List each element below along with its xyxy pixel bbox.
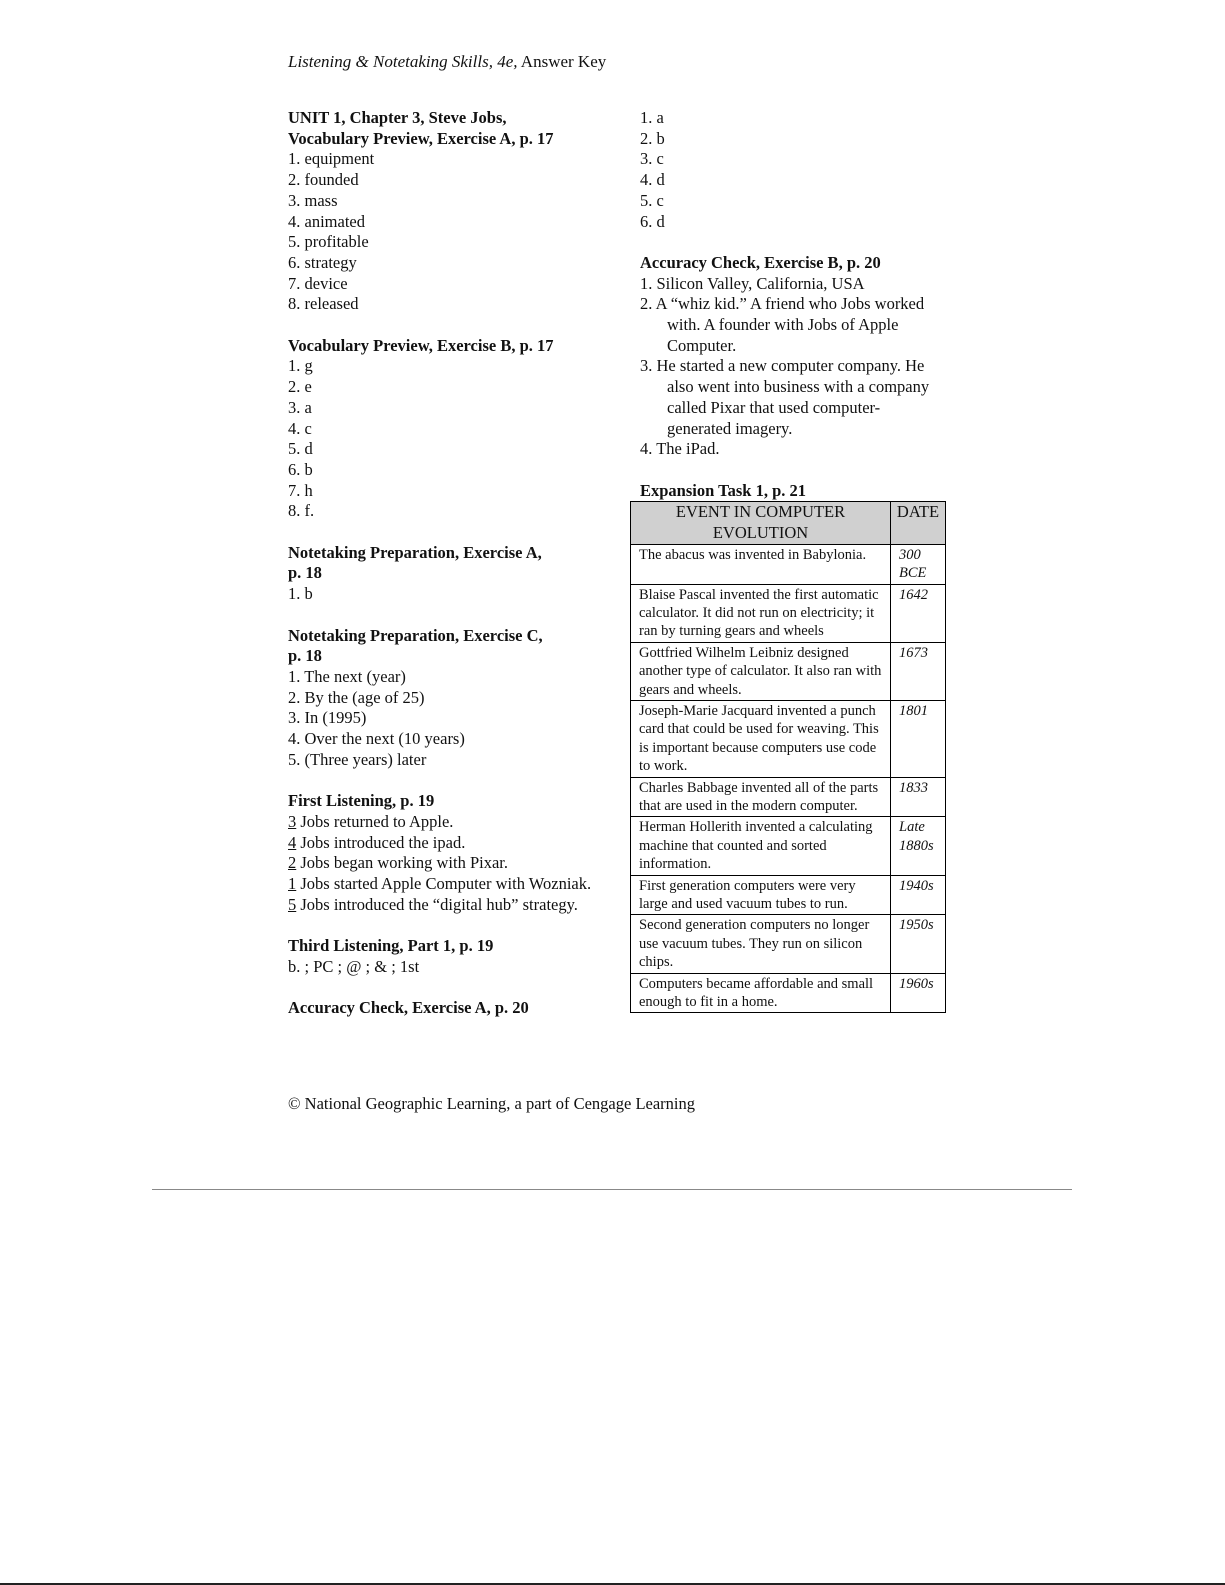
list-item: 2. b: [640, 128, 665, 148]
event-text: Jobs started Apple Computer with Wozniak.: [296, 873, 592, 893]
order-number: 3: [288, 811, 297, 831]
section-title: Vocabulary Preview, Exercise B, p. 17: [288, 335, 554, 355]
list-item: [288, 853, 618, 874]
section-title: UNIT 1, Chapter 3, Steve Jobs,: [288, 108, 507, 127]
date-cell: 1801: [891, 700, 946, 777]
event-text: Jobs returned to Apple.: [296, 811, 454, 831]
list-item: 4. animated: [288, 211, 365, 231]
list-item: 3. c: [640, 149, 664, 169]
list-item: 1. b: [288, 584, 313, 604]
section-title: Notetaking Preparation, Exercise A,: [288, 542, 542, 562]
answer-list: [640, 108, 940, 232]
answer-list: [640, 274, 940, 460]
list-item: 2. e: [288, 377, 312, 397]
list-item: 5. d: [288, 439, 313, 459]
table-header-event: EVENT IN COMPUTER EVOLUTION: [631, 502, 891, 544]
list-item: 3. mass: [288, 190, 338, 210]
event-cell: Charles Babbage invented all of the parts that are used in the modern computer.: [631, 777, 891, 817]
list-item: 2. founded: [288, 170, 359, 190]
event-cell: Gottfried Wilhelm Leibniz designed another type of calculator. It also ran with gears and wheels.: [631, 642, 891, 700]
list-item: [288, 895, 618, 916]
section-title: Expansion Task 1, p. 21: [640, 480, 807, 500]
list-item: 6. d: [640, 211, 665, 231]
event-cell: Herman Hollerith invented a calculating machine that counted and sorted information.: [631, 817, 891, 875]
ordering-list: [288, 812, 618, 916]
date-cell: 300 BCE: [891, 544, 946, 584]
answer-list: [288, 356, 618, 522]
list-item: 1. The next (year): [288, 666, 406, 686]
event-text: Jobs introduced the ipad.: [296, 832, 466, 852]
table-row: [631, 584, 946, 642]
list-item: [288, 812, 618, 833]
date-cell: 1950s: [891, 915, 946, 973]
order-number: 1: [288, 873, 297, 893]
date-cell: Late 1880s: [891, 817, 946, 875]
list-item: 4. The iPad.: [640, 439, 720, 459]
list-item: 7. device: [288, 273, 348, 293]
list-item: 1. equipment: [288, 149, 375, 169]
table-row: [631, 915, 946, 973]
answer-list: [288, 667, 618, 771]
answer-list: [288, 149, 618, 315]
event-text: Jobs introduced the “digital hub” strategy.: [296, 894, 578, 914]
list-item: 3. In (1995): [288, 708, 367, 728]
table-row: [631, 777, 946, 817]
list-item: 5. profitable: [288, 232, 369, 252]
date-cell: 1673: [891, 642, 946, 700]
list-item: 8. released: [288, 294, 359, 314]
table-row: [631, 817, 946, 875]
list-item: 6. strategy: [288, 252, 357, 272]
order-number: 4: [288, 832, 297, 852]
event-cell: The abacus was invented in Babylonia.: [631, 544, 891, 584]
event-cell: Blaise Pascal invented the first automatic calculator. It did not run on electricity; it ran by turning gears and wheels: [631, 584, 891, 642]
date-cell: 1833: [891, 777, 946, 817]
list-item: 2. A “whiz kid.” A friend who Jobs worked with. A founder with Jobs of Apple Computer.: [640, 294, 925, 355]
right-column: [640, 108, 940, 1013]
book-title: Listening & Notetaking Skills, 4e,: [288, 52, 518, 71]
list-item: 6. b: [288, 459, 313, 479]
order-number: 5: [288, 894, 297, 914]
date-cell: 1642: [891, 584, 946, 642]
date-cell: 1940s: [891, 875, 946, 915]
table-row: [631, 700, 946, 777]
answer-list: [288, 584, 618, 605]
section-title: p. 18: [288, 646, 322, 666]
list-item: [288, 833, 618, 854]
list-item: 3. He started a new computer company. He also went into business with a company called Pixar that used computer-generated imagery.: [640, 356, 930, 438]
page-header: [288, 52, 606, 73]
list-item: 2. By the (age of 25): [288, 687, 425, 707]
list-item: 8. f.: [288, 501, 315, 521]
section-title: Third Listening, Part 1, p. 19: [288, 936, 494, 956]
order-number: 2: [288, 853, 297, 873]
header-suffix: Answer Key: [517, 52, 607, 71]
list-item: 4. d: [640, 170, 665, 190]
list-item: 1. Silicon Valley, California, USA: [640, 273, 865, 293]
section-title: Accuracy Check, Exercise A, p. 20: [288, 998, 529, 1018]
list-item: 5. c: [640, 190, 664, 210]
event-cell: First generation computers were very large and used vacuum tubes to run.: [631, 875, 891, 915]
table-row: [631, 875, 946, 915]
event-cell: Computers became affordable and small enough to fit in a home.: [631, 973, 891, 1013]
section-title: Vocabulary Preview, Exercise A, p. 17: [288, 128, 554, 148]
section-title: Notetaking Preparation, Exercise C,: [288, 625, 543, 645]
table-row: [631, 544, 946, 584]
table-row: [631, 642, 946, 700]
section-title: First Listening, p. 19: [288, 791, 435, 811]
event-text: Jobs began working with Pixar.: [296, 853, 508, 873]
table-header-date: DATE: [891, 502, 946, 544]
list-item: 4. Over the next (10 years): [288, 729, 465, 749]
list-item: 3. a: [288, 397, 312, 417]
section-title: p. 18: [288, 563, 322, 583]
list-item: 1. g: [288, 356, 313, 376]
computer-evolution-table: [630, 501, 946, 1013]
list-item: 1. a: [640, 108, 664, 127]
date-cell: 1960s: [891, 973, 946, 1013]
table-body: [631, 544, 946, 1013]
left-column: [288, 108, 618, 1019]
list-item: 7. h: [288, 480, 313, 500]
list-item: 4. c: [288, 418, 312, 438]
page-divider: [152, 1189, 1072, 1190]
copyright: © National Geographic Learning, a part of Cengage Learning: [288, 1094, 695, 1113]
event-cell: Second generation computers no longer use vacuum tubes. They run on silicon chips.: [631, 915, 891, 973]
answer-text: b. ; PC ; @ ; & ; 1st: [288, 956, 420, 976]
event-cell: Joseph-Marie Jacquard invented a punch card that could be used for weaving. This is important because computers use code to work.: [631, 700, 891, 777]
table-row: [631, 973, 946, 1013]
section-title: Accuracy Check, Exercise B, p. 20: [640, 252, 881, 272]
list-item: 5. (Three years) later: [288, 749, 427, 769]
list-item: [288, 874, 618, 895]
